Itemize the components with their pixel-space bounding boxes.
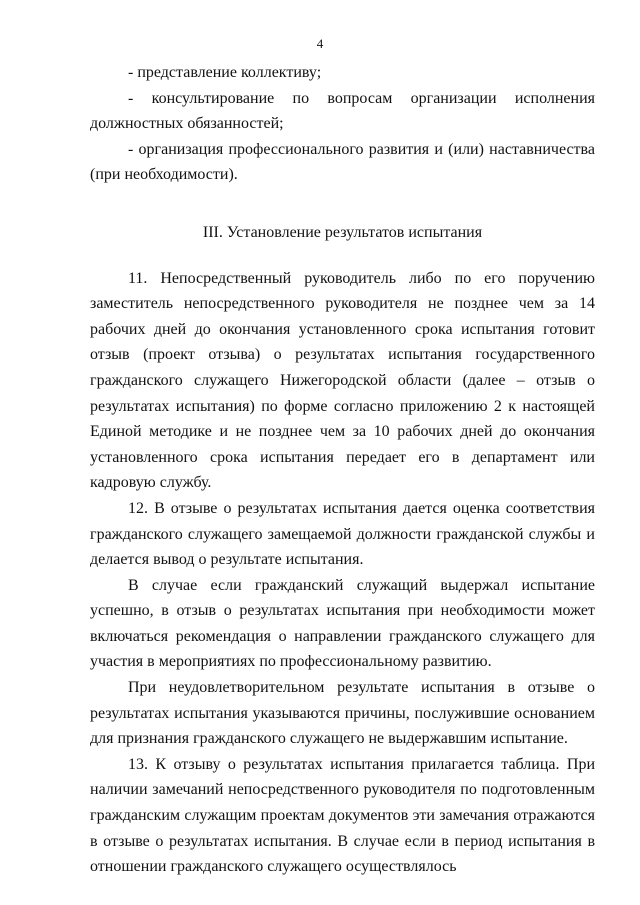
list-item-consulting: - консультирование по вопросам организации исполнения должностных обязанностей; xyxy=(90,89,595,133)
paragraph-12: 12. В отзыве о результатах испытания дается оценка соответствия гражданского служащего замещаемой должности гражданской службы и делается вывод о результате испытания. xyxy=(90,499,595,569)
list-item-development: - организация профессионального развития и (или) наставничества (при необходимости). xyxy=(90,140,595,184)
list-item-presentation: - представление коллективу; xyxy=(128,64,322,81)
paragraph-12-failure: При неудовлетворительном результате испытания в отзыве о результатах испытания указываются причины, послужившие основанием для признания гражданского служащего не выдержавшим испытание. xyxy=(90,679,595,748)
section-heading: III. Установление результатов испытания xyxy=(202,223,483,241)
paragraph-11: 11. Непосредственный руководитель либо по его поручению заместитель непосредственного руководителя не позднее чем за 14 рабочих дней до окончания установленного срока испытания готовит отзыв (проект отзыва) о результатах испытания государственного гражданского служащего Нижегородской области (далее – отзыв о результатах испытания) по форме согласно приложению 2 к настоящей Единой методике и не позднее чем за 10 рабочих дней до окончания установленного срока испытания передает его в департамент или кадровую службу. xyxy=(90,269,595,492)
paragraph-13: 13. К отзыву о результатах испытания прилагается таблица. При наличии замечаний непосредственного руководителя по подготовленным гражданским служащим проектам документов эти замечания отражаются в отзыве о результатах испытания. В случае если в период испытания в отношении гражданского служащего осуществлялось xyxy=(90,755,595,876)
document-body xyxy=(90,60,595,880)
page-number: 4 xyxy=(316,36,324,51)
paragraph-12-success: В случае если гражданский служащий выдержал испытание успешно, в отзыв о результатах испытания при необходимости может включаться рекомендация о направлении гражданского служащего для участия в мероприятиях по профессиональному развитию. xyxy=(90,576,595,671)
